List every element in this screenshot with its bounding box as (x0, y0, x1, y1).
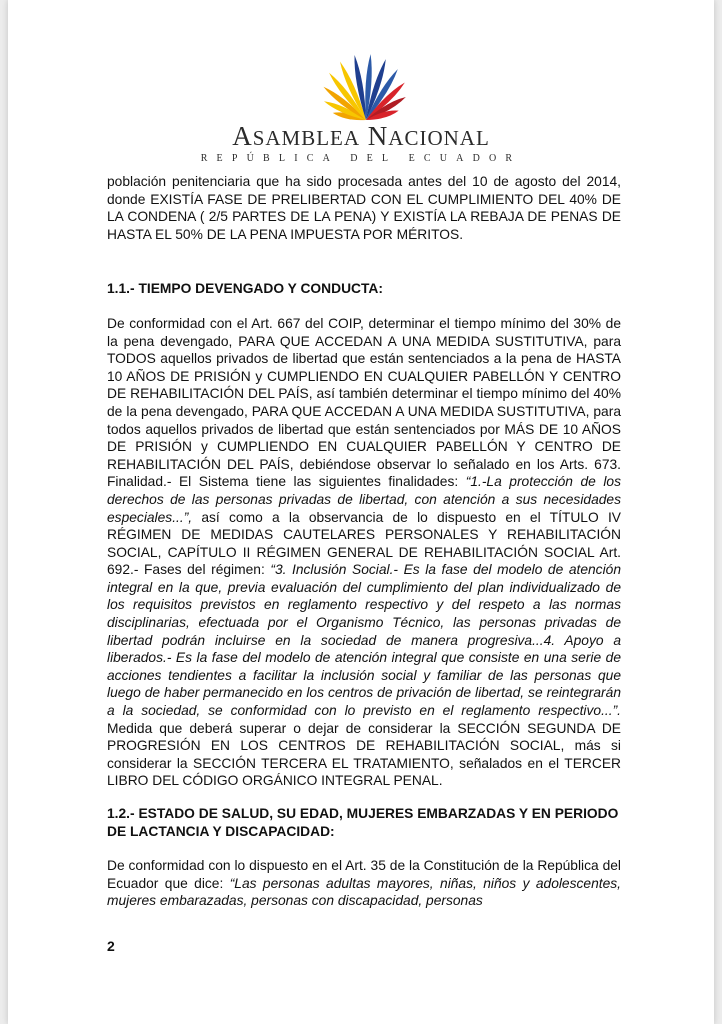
quote-fases-regimen: “3. Inclusión Social.- Es la fase del modelo de atención integral en la que, previa evaluación del cumplimiento del plan individualizado de los requisitos previstos en reglamento respectivo y del respeto a las normas disciplinarias, efectuada por el Organismo Técnico, las personas privadas de libertad podrán incluirse en la sociedad de manera progresiva...4. Apoyo a liberados.- Es la fase del modelo de atención integral que consiste en una serie de acciones tendientes a facilitar la inclusión social y familiar de las personas que luego de haber permanecido en los centros de privación de libertad, se reintegrarán a la sociedad, se conformidad con lo previsto en el reglamento respectivo...”. (107, 562, 621, 719)
section2-paragraph: De conformidad con lo dispuesto en el Art. 35 de la Constitución de la República del Ecuador que dice: “Las personas adultas mayores, niñas, niños y adolescentes, mujeres embarazadas, personas con discapacidad, personas (107, 858, 621, 909)
intro-paragraph: población penitenciaria que ha sido procesada antes del 10 de agosto del 2014, donde EXISTÍA FASE DE PRELIBERTAD CON EL CUMPLIMIENTO DEL 40% DE LA CONDENA ( 2/5 PARTES DE LA PENA) Y EXISTÍA LA REBAJA DE PENAS DE HASTA EL 50% DE LA PENA IMPUESTA POR MÉRITOS. (107, 174, 621, 242)
quote-finalidades: “1.-La protección de los derechos de las personas privadas de libertad, con atención a sus necesidades especiales...”, (107, 474, 621, 525)
section-heading-estado-salud: 1.2.- ESTADO DE SALUD, SU EDAD, MUJERES EMBARZADAS Y EN PERIODO DE LACTANCIA Y DISCAPACIDAD: (107, 806, 619, 839)
logo-subtitle: REPÚBLICA DEL ECUADOR (200, 153, 522, 164)
document-body (107, 173, 621, 910)
quote-constitucion: “Las personas adultas mayores, niñas, niños y adolescentes, mujeres embarazadas, personas con discapacidad, personas (107, 875, 621, 909)
logo-org-name: ASAMBLEA NACIONAL (232, 121, 490, 151)
asamblea-nacional-logo (8, 52, 714, 170)
logo-fan-icon (298, 52, 428, 124)
document-page (8, 0, 714, 1024)
section-heading-tiempo-devengado: 1.1.- TIEMPO DEVENGADO Y CONDUCTA: (107, 281, 383, 297)
page-number: 2 (107, 938, 115, 954)
section1-paragraph: De conformidad con el Art. 667 del COIP, determinar el tiempo mínimo del 30% de la pena devengado, PARA QUE ACCEDAN A UNA MEDIDA SUSTITUTIVA, para TODOS aquellos privados de libertad que están sentenciados a la pena de HASTA 10 AÑOS DE PRISIÓN y CUMPLIENDO EN CUALQUIER PABELLÓN Y CENTRO DE REHABILITACIÓN DEL PAÍS, así también determinar el tiempo mínimo del 40% de la pena devengado, PARA QUE ACCEDAN A UNA MEDIDA SUSTITUTIVA, para todos aquellos privados de libertad que están sentenciados por MÁS DE 10 AÑOS DE PRISIÓN y CUMPLIENDO EN CUALQUIER PABELLÓN Y CENTRO DE REHABILITACIÓN DEL PAÍS, debiéndose observar lo señalado en los Arts. 673. Finalidad.- El Sistema tiene las siguientes finalidades: “1.-La protección de los derechos de las personas privadas de libertad, con atención a sus necesidades especiales...”, así como a la observancia de lo dispuesto en el TÍTULO IV RÉGIMEN DE MEDIDAS CAUTELARES PERSONALES Y REHABILITACIÓN SOCIAL, CAPÍTULO II RÉGIMEN GENERAL DE REHABILITACIÓN SOCIAL Art. 692.- Fases del régimen: “3. Inclusión Social.- Es la fase del modelo de atención integral en la que, previa evaluación del cumplimiento del plan individualizado de los requisitos previstos en reglamento respectivo y del respeto a las normas disciplinarias, efectuada por el Organismo Técnico, las personas privadas de libertad podrán incluirse en la sociedad de manera progresiva...4. Apoyo a liberados.- Es la fase del modelo de atención integral que consiste en una serie de acciones tendientes a facilitar la inclusión social y familiar de las personas que luego de haber permanecido en los centros de privación de libertad, se reintegrarán a la sociedad, se conformidad con lo previsto en el reglamento respectivo...”. Medida que deberá superar o dejar de considerar la SECCIÓN SEGUNDA DE PROGRESIÓN EN LOS CENTROS DE REHABILITACIÓN SOCIAL, más si considerar la SECCIÓN TERCERA EL TRATAMIENTO, señalados en el TERCER LIBRO DEL CÓDIGO ORGÁNICO INTEGRAL PENAL. (107, 315, 621, 789)
